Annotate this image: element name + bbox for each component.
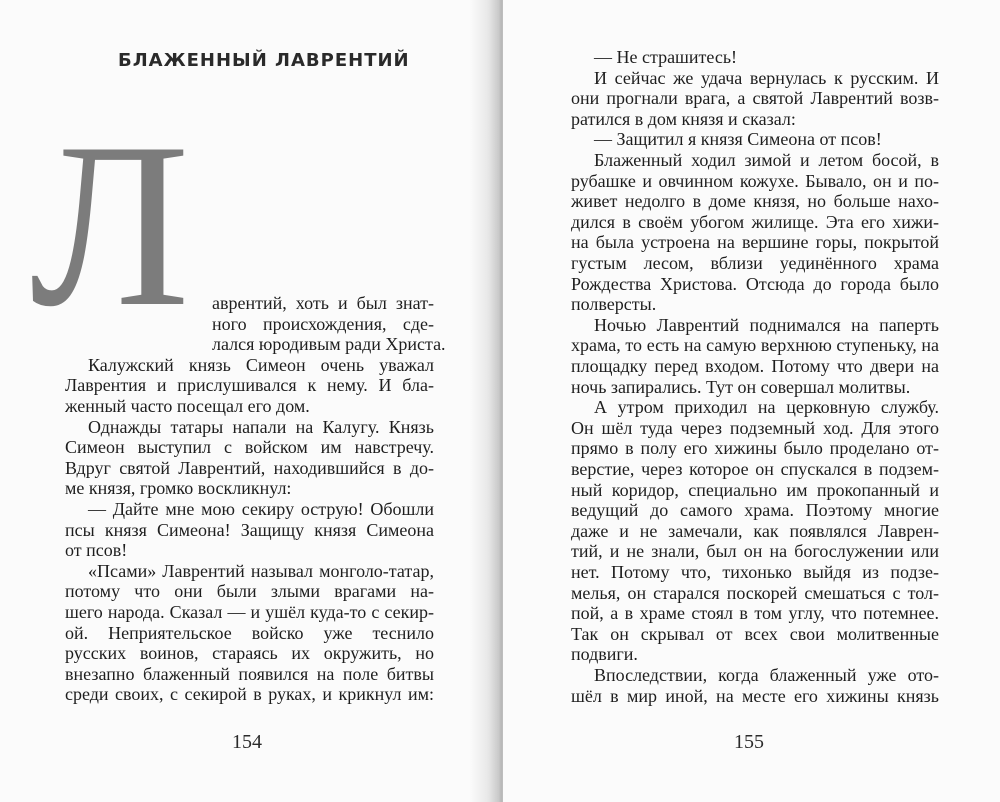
text-line: мелья, он старался поскорей смешаться с тол- <box>571 582 939 603</box>
text-line: Рождества Христова. Отсюда до города было <box>571 273 939 294</box>
text-line: ночь запирались. Тут он совершал молитвы. <box>571 376 911 397</box>
text-line: ой. Неприятельское войско уже теснило <box>65 622 434 643</box>
text-line: пой, а в храме стоял в том углу, что потемнее. <box>571 603 939 624</box>
text-line: русских воинов, стараясь их окружить, но <box>65 643 434 664</box>
text-line: храма, то есть на самую верхнюю ступеньку, на <box>571 335 939 356</box>
text-line: шёл в мир иной, на месте его хижины князь <box>571 685 939 706</box>
text-line: — Дайте мне мою секиру острую! Обошли <box>88 499 434 519</box>
text-line: псы князя Симеона! Защищу князя Симеона <box>65 519 434 540</box>
text-line: от псов! <box>65 540 128 561</box>
text-line: Однажды татары напали на Калугу. Князь <box>88 416 434 437</box>
text-line: нет. Потому что, тихонько выйдя из подзе- <box>571 562 939 582</box>
text-line: лался юродивым ради Христа. <box>212 334 446 355</box>
text-line: дился в своём убогом жилище. Эта его хижи- <box>571 211 939 232</box>
text-line: на была устроена на вершине горы, покрытой <box>571 232 939 253</box>
text-line: полверсты. <box>571 294 657 315</box>
text-line: ного происхождения, сде- <box>212 313 434 334</box>
text-line: Симеон выступил с войском им навстречу. <box>65 437 434 458</box>
text-line: Так он скрывал от всех свои молитвенные <box>571 623 939 644</box>
left-page: БЛАЖЕННЫЙ ЛАВРЕНТИЙ Л аврентий, хоть и был знат- ного происхождения, сде- лался юродивым ради Христа. Калужский князь Симеон очень уважал Лаврентия и прислушивался к нему. И бла- женный часто посещал его дом. Однажды татары напали на Калугу. Князь Симеон выступил с войском им навстречу. Вдруг святой Лаврентий, находившийся в до- ме князя, громко воскликнул: — Дайте мне мою секиру острую! Обошли псы князя Симеона! Защищу князя Симеона от псов! «Псами» Лаврентий называл монголо-татар, потому что они были злыми врагами на- шего народа. Сказал — и ушёл куда-то с секир- ой. Неприятельское войско уже теснило русских воинов, стараясь их окружить, но внезапно блаженный появился на поле битвы среди своих, с секирой в руках, и крикнул им: 154 <box>0 0 497 802</box>
drop-cap: Л <box>30 95 191 356</box>
chapter-title: БЛАЖЕННЫЙ ЛАВРЕНТИЙ <box>118 50 410 71</box>
text-line: густым лесом, вблизи уединённого храма <box>571 253 939 273</box>
text-line: — Защитил я князя Симеона от псов! <box>594 129 882 150</box>
text-line: А утром приходил на церковную службу. <box>594 397 939 418</box>
text-line: тий, и не знали, был он на богослужении или <box>571 541 939 562</box>
text-line: аврентий, хоть и был знат- <box>212 293 434 313</box>
page-number: 154 <box>232 731 262 753</box>
text-line: живет недолго в доме князя, но больше нахо- <box>571 191 939 212</box>
text-line: они прогнали врага, а святой Лаврентий возв- <box>571 88 939 109</box>
text-line: женный часто посещал его дом. <box>65 396 310 416</box>
text-line: даже и не замечали, как появлялся Лаврен- <box>571 520 939 541</box>
text-line: верстие, через которое он спускался в подзем- <box>571 459 939 479</box>
text-line: Впоследствии, когда блаженный уже ото- <box>594 665 939 685</box>
text-line: — Не страшитесь! <box>594 47 738 67</box>
text-line: подвиги. <box>571 644 638 665</box>
text-line: Ночью Лаврентий поднимался на паперть <box>594 314 939 335</box>
text-line: площадку перед входом. Потому что двери на <box>571 356 939 376</box>
page-number: 155 <box>734 731 764 753</box>
text-line: Лаврентия и прислушивался к нему. И бла- <box>65 375 434 396</box>
text-line: И сейчас же удача вернулась к русским. И <box>594 67 939 88</box>
text-line: рубашке и овчинном кожухе. Бывало, он и по- <box>571 170 939 191</box>
text-line: шего народа. Сказал — и ушёл куда-то с секир- <box>65 602 434 622</box>
text-line: ме князя, громко воскликнул: <box>65 478 292 499</box>
text-line: Блаженный ходил зимой и летом босой, в <box>594 150 939 170</box>
text-line: прямо в полу его хижины было проделано от- <box>571 438 939 459</box>
text-line: потому что они были злыми врагами на- <box>65 581 434 602</box>
text-line: Вдруг святой Лаврентий, находившийся в до- <box>65 457 434 478</box>
right-page <box>503 0 1000 802</box>
text-line: ратился в дом князя и сказал: <box>571 108 796 129</box>
text-line: «Псами» Лаврентий называл монголо-татар, <box>88 560 434 581</box>
text-line: ведущий до самого храма. Поэтому многие <box>571 500 939 521</box>
text-line: внезапно блаженный появился на поле битвы <box>65 663 434 684</box>
text-line: Калужский князь Симеон очень уважал <box>88 354 434 375</box>
text-line: ный коридор, специально им прокопанный и <box>571 479 939 500</box>
text-line: Он шёл туда через подземный ход. Для этого <box>571 417 939 438</box>
